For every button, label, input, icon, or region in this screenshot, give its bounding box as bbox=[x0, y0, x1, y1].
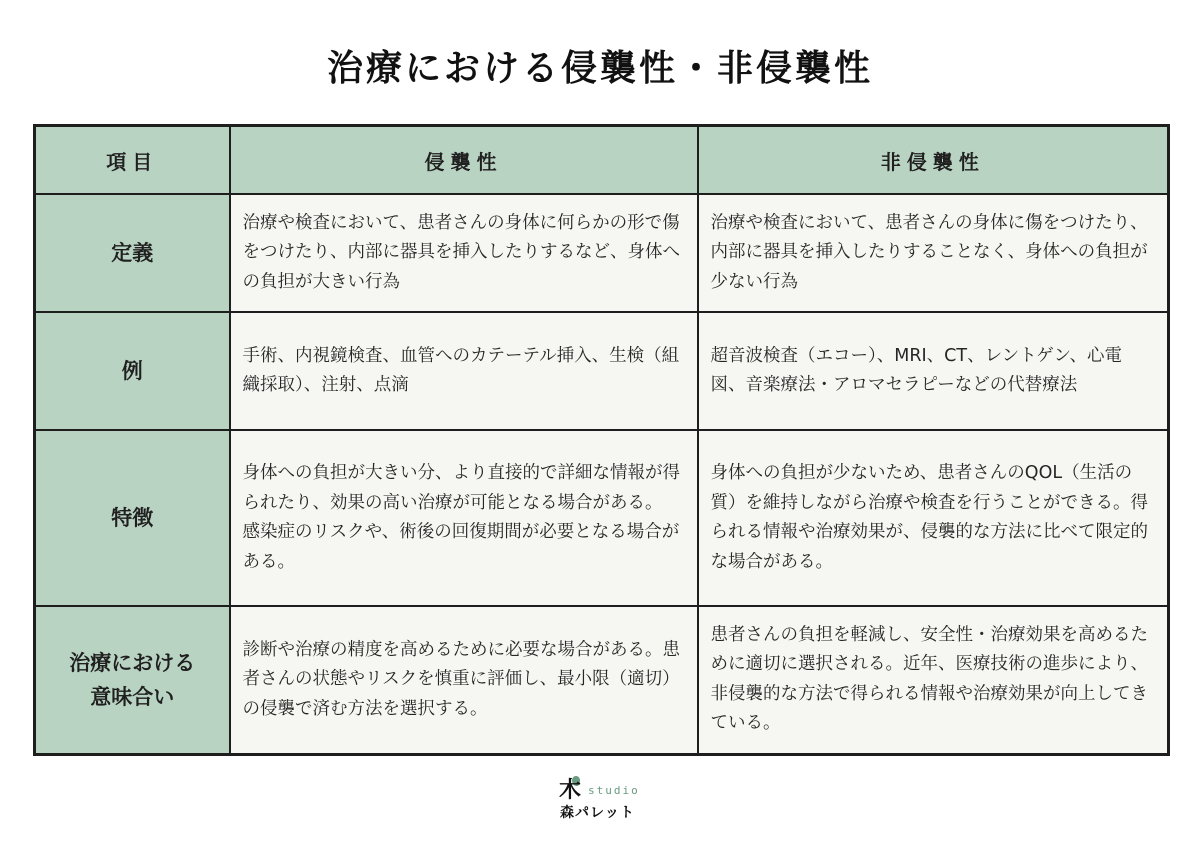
header-noninvasive: 非侵襲性 bbox=[698, 126, 1169, 195]
table-header-row bbox=[35, 126, 1169, 195]
row-label-text: 治療における bbox=[69, 650, 196, 675]
studio-logo bbox=[558, 776, 648, 822]
cell-noninvasive-features: 身体への負担が少ないため、患者さんのQOL（生活の質）を維持しながら治療や検査を行うことができる。得られる情報や治療効果が、侵襲的な方法に比べて限定的な場合がある。 bbox=[698, 430, 1169, 606]
row-label-implications bbox=[35, 606, 230, 754]
logo-studio-text: studio bbox=[588, 784, 640, 797]
table-row bbox=[35, 430, 1169, 606]
page-title: 治療における侵襲性・非侵襲性 bbox=[326, 48, 873, 89]
header-item: 項目 bbox=[35, 126, 230, 195]
logo-mark: 木 bbox=[558, 778, 581, 803]
row-label-text: 意味合い bbox=[90, 684, 175, 709]
row-label-examples bbox=[35, 312, 230, 430]
cell-invasive-definition: 治療や検査において、患者さんの身体に何らかの形で傷をつけたり、内部に器具を挿入したりするなど、身体への負担が大きい行為 bbox=[230, 194, 698, 312]
row-label-text: 例 bbox=[121, 359, 143, 383]
table-row bbox=[35, 606, 1169, 754]
cell-invasive-features: 身体への負担が大きい分、より直接的で詳細な情報が得られたり、効果の高い治療が可能となる場合がある。 感染症のリスクや、術後の回復期間が必要となる場合がある。 bbox=[230, 430, 698, 606]
row-label-text: 特徴 bbox=[111, 506, 154, 530]
cell-invasive-implications: 診断や治療の精度を高めるために必要な場合がある。患者さんの状態やリスクを慎重に評価し、最小限（適切）の侵襲で済む方法を選択する。 bbox=[230, 606, 698, 754]
table-row bbox=[35, 194, 1169, 312]
cell-invasive-examples: 手術、内視鏡検査、血管へのカテーテル挿入、生検（組織採取）、注射、点滴 bbox=[230, 312, 698, 430]
cell-noninvasive-examples: 超音波検査（エコー）、MRI、CT、レントゲン、心電図、音楽療法・アロマセラピーなどの代替療法 bbox=[698, 312, 1169, 430]
header-invasive: 侵襲性 bbox=[230, 126, 698, 195]
cell-noninvasive-definition: 治療や検査において、患者さんの身体に傷をつけたり、内部に器具を挿入したりすることなく、身体への負担が少ない行為 bbox=[698, 194, 1169, 312]
cell-noninvasive-implications: 患者さんの負担を軽減し、安全性・治療効果を高めるために適切に選択される。近年、医療技術の進歩により、非侵襲的な方法で得られる情報や治療効果が向上してきている。 bbox=[698, 606, 1169, 754]
table-row bbox=[35, 312, 1169, 430]
row-label-text: 定義 bbox=[111, 241, 154, 265]
comparison-table bbox=[33, 124, 1170, 756]
row-label-definition bbox=[35, 194, 230, 312]
row-label-features bbox=[35, 430, 230, 606]
logo-brand-text: 森パレット bbox=[560, 805, 635, 821]
